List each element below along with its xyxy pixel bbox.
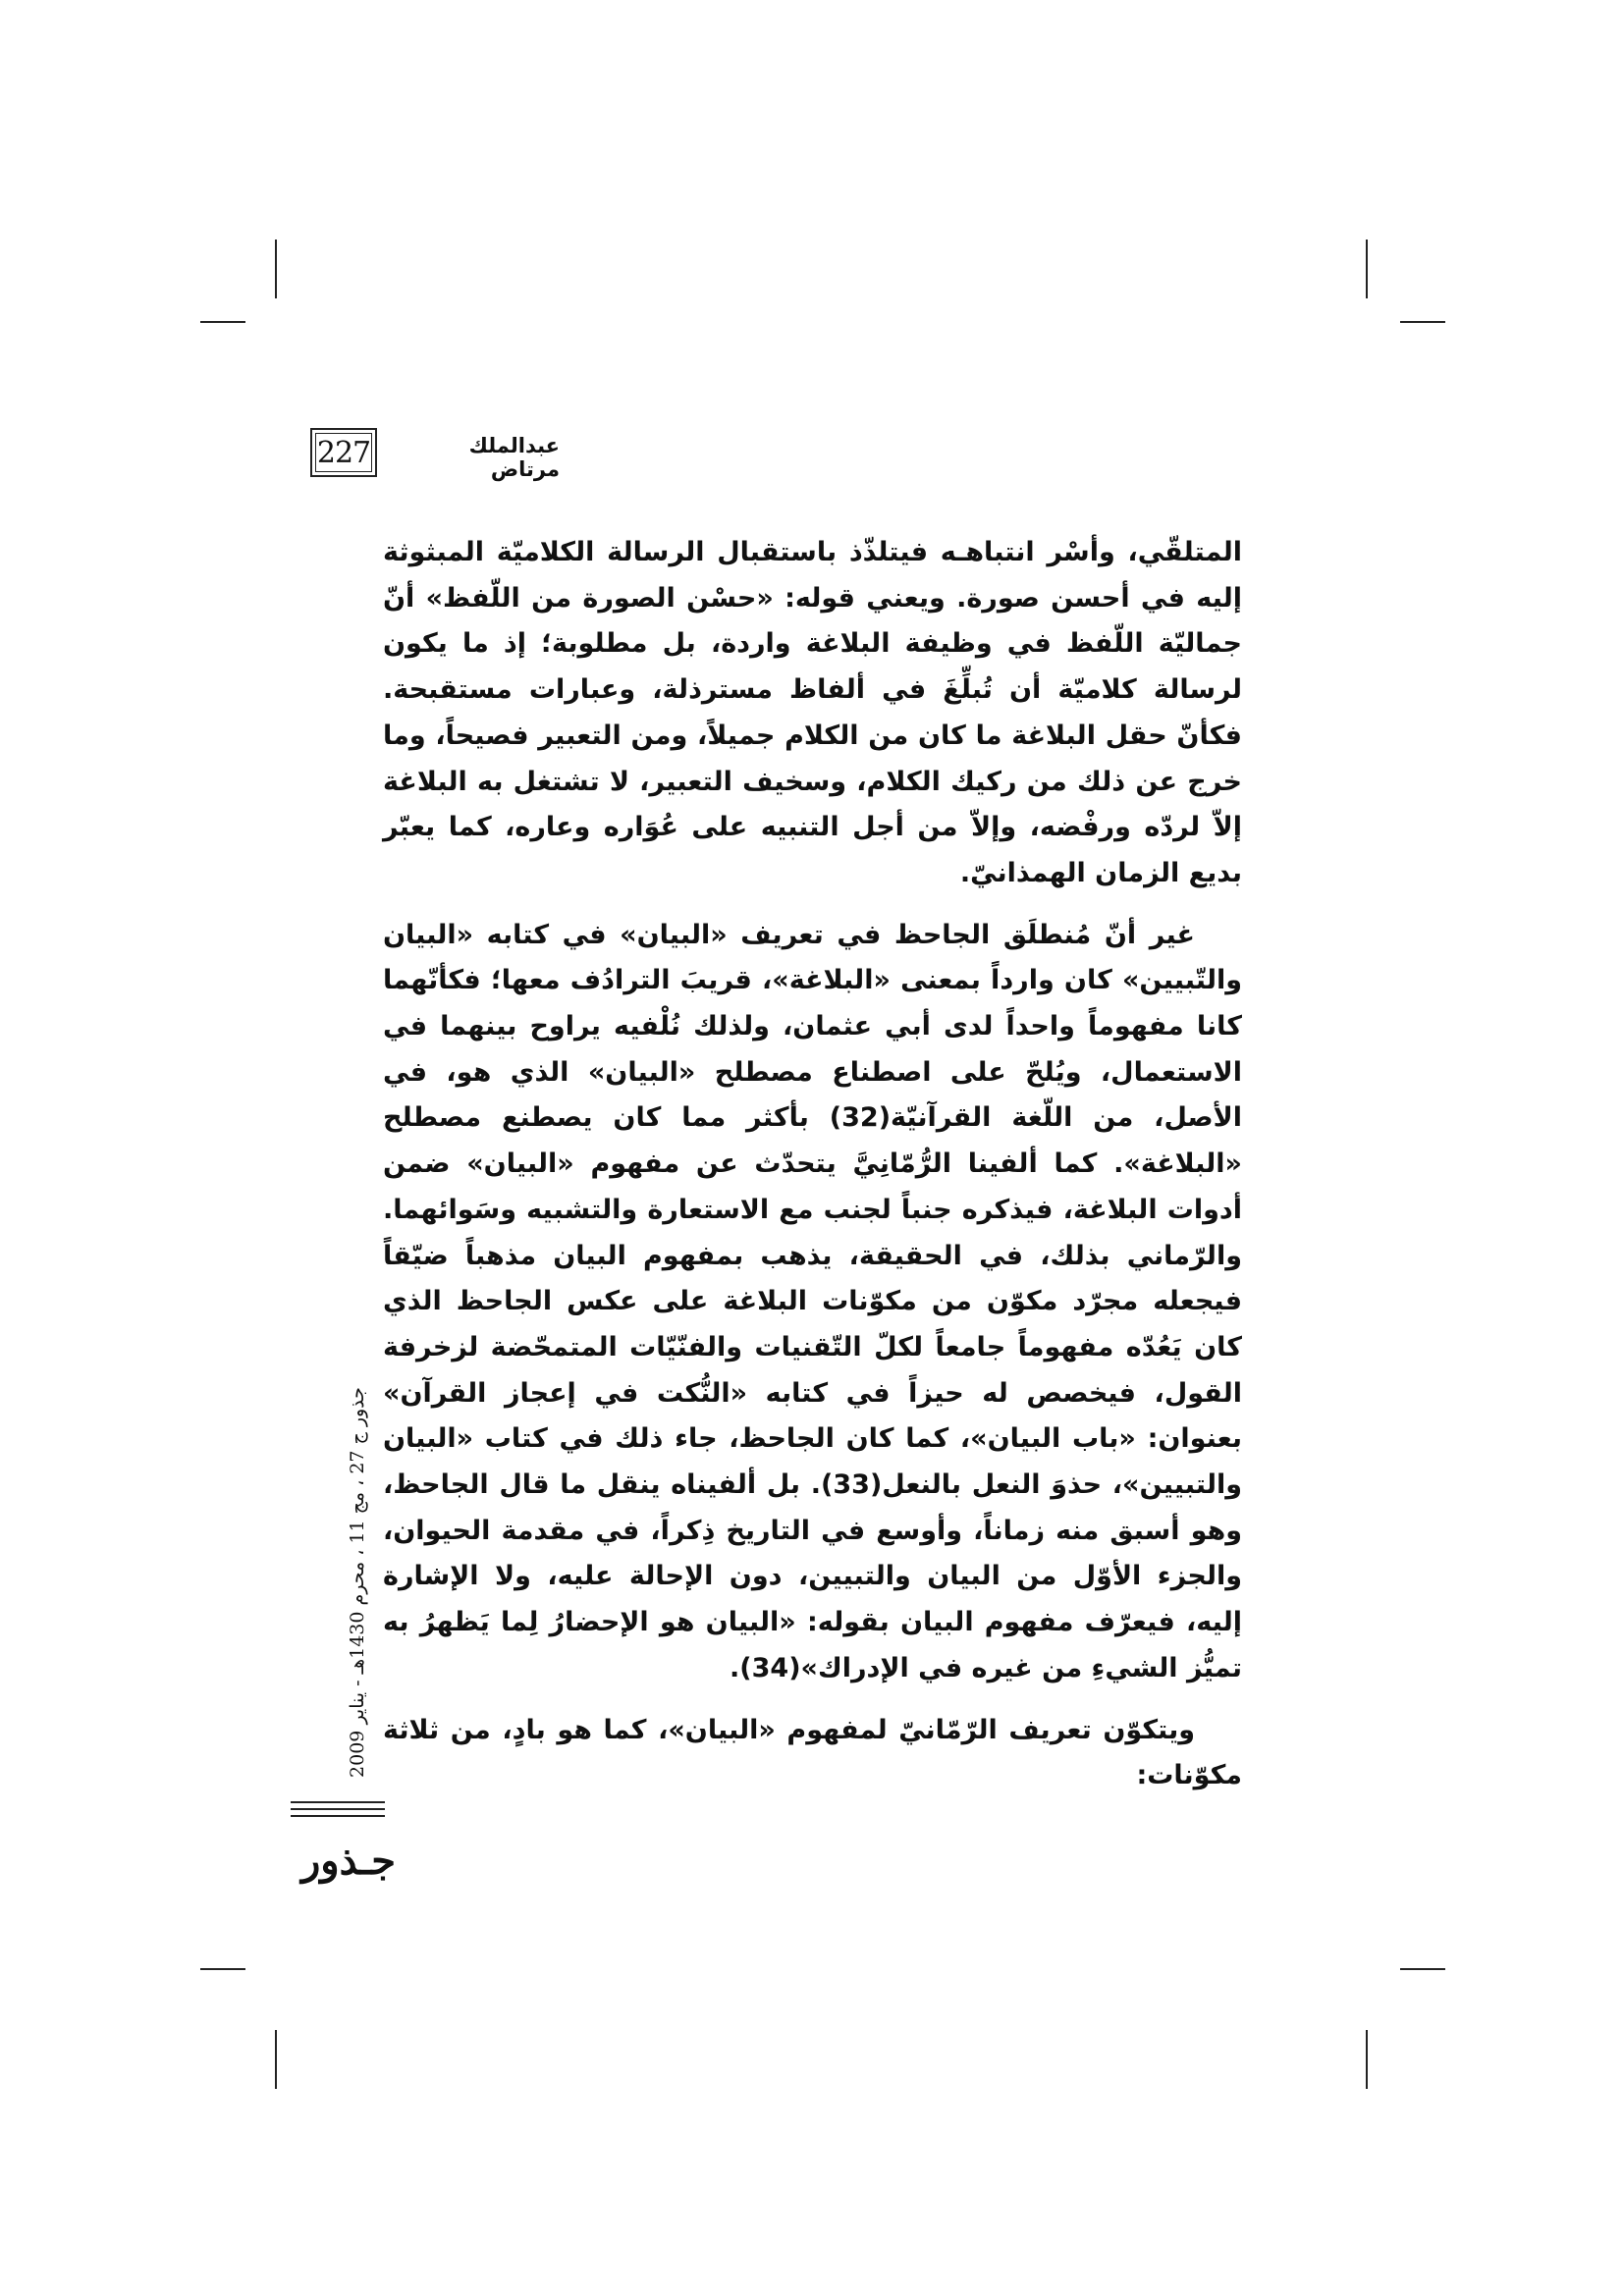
article-body: [383, 530, 1242, 1799]
crop-mark-bottom-right-horizontal: [1400, 1968, 1445, 1970]
margin-issue-info: [338, 1364, 377, 1801]
journal-logo: جـذور: [300, 1838, 397, 1884]
margin-rule-1: [291, 1801, 385, 1803]
margin-rule-2: [291, 1808, 385, 1810]
paragraph: ويتكوّن تعريف الرّمّانيّ لمفهوم «البيان»، كما هو بادٍ، من ثلاثة مكوّنات:: [383, 1714, 1242, 1791]
issue-info-text: جذور ج 27 ، مج 11 ، محرم 1430هـ - يناير 2009: [347, 1387, 368, 1778]
crop-mark-top-right-horizontal: [1400, 321, 1445, 323]
paragraph: غير أنّ مُنطلَق الجاحظ في تعريف «البيان» في كتابه «البيان والتّبيين» كان وارداً بمعنى «البلاغة»، قريبَ الترادُف معها؛ فكأنّهما كانا مفهوماً واحداً لدى أبي عثمان، ولذلك نُلْفيه يراوح بينهما في الاستعمال، ويُلحّ على اصطناع مصطلح «البيان» الذي هو، في الأصل، من اللّغة القرآنيّة(32) بأكثر مما كان يصطنع مصطلح «البلاغة». كما ألفينا الرُّمّانِيَّ يتحدّث عن مفهوم «البيان» ضمن أدوات البلاغة، فيذكره جنباً لجنب مع الاستعارة والتشبيه وسَوائهما. والرّماني بذلك، في الحقيقة، يذهب بمفهوم البيان مذهباً ضيّقاً فيجعله مجرّد مكوّن من مكوّنات البلاغة على عكس الجاحظ الذي كان يَعُدّه مفهوماً جامعاً لكلّ التّقنيات والفنّيّات المتمحّضة لزخرفة القول، فيخصص له حيزاً في كتابه «النُّكت في إعجاز القرآن» بعنوان: «باب البيان»، كما كان الجاحظ، جاء ذلك في كتاب «البيان والتبيين»، حذوَ النعل بالنعل(33). بل ألفيناه ينقل ما قال الجاحظ، وهو أسبق منه زماناً، وأوسع في التاريخ ذِكراً، في مقدمة الحيوان، والجزء الأوّل من البيان والتبيين، دون الإحالة عليه، ولا الإشارة إليه، فيعرّف مفهوم البيان بقوله: «البيان هو الإحضارُ لِما يَظهرُ به تميُّز الشيءِ من غيره في الإدراك»(34).: [383, 919, 1243, 1683]
running-head-author: عبدالملك مرتاض: [468, 434, 560, 481]
crop-mark-bottom-left-horizontal: [200, 1968, 245, 1970]
page-number-box: [310, 428, 377, 477]
paragraph: المتلقّي، وأسْر انتباهـه فيتلذّذ باستقبال الرسالة الكلاميّة المبثوثة إليه في أحسن صورة. ويعني قوله: «حسْن الصورة من اللّفظ» أنّ جماليّة اللّفظ في وظيفة البلاغة واردة، بل مطلوبة؛ إذ ما يكون لرسالة كلاميّة أن تُبلِّغَ في ألفاظ مسترذلة، وعبارات مستقبحة. فكأنّ حقل البلاغة ما كان من الكلام جميلاً، ومن التعبير فصيحاً، وما خرج عن ذلك من ركيك الكلام، وسخيف التعبير، لا تشتغل به البلاغة إلاّ لردّه ورفْضه، وإلاّ من أجل التنبيه على عُوَاره وعاره، كما يعبّر بديع الزمان الهمذانيّ.: [383, 537, 1242, 888]
page-number: 227: [316, 435, 371, 470]
crop-mark-bottom-left-vertical: [275, 2030, 277, 2089]
crop-mark-top-left-vertical: [275, 240, 277, 298]
crop-mark-bottom-right-vertical: [1366, 2030, 1368, 2089]
margin-rule-3: [291, 1815, 385, 1817]
crop-mark-top-right-vertical: [1366, 240, 1368, 298]
crop-mark-top-left-horizontal: [200, 321, 245, 323]
